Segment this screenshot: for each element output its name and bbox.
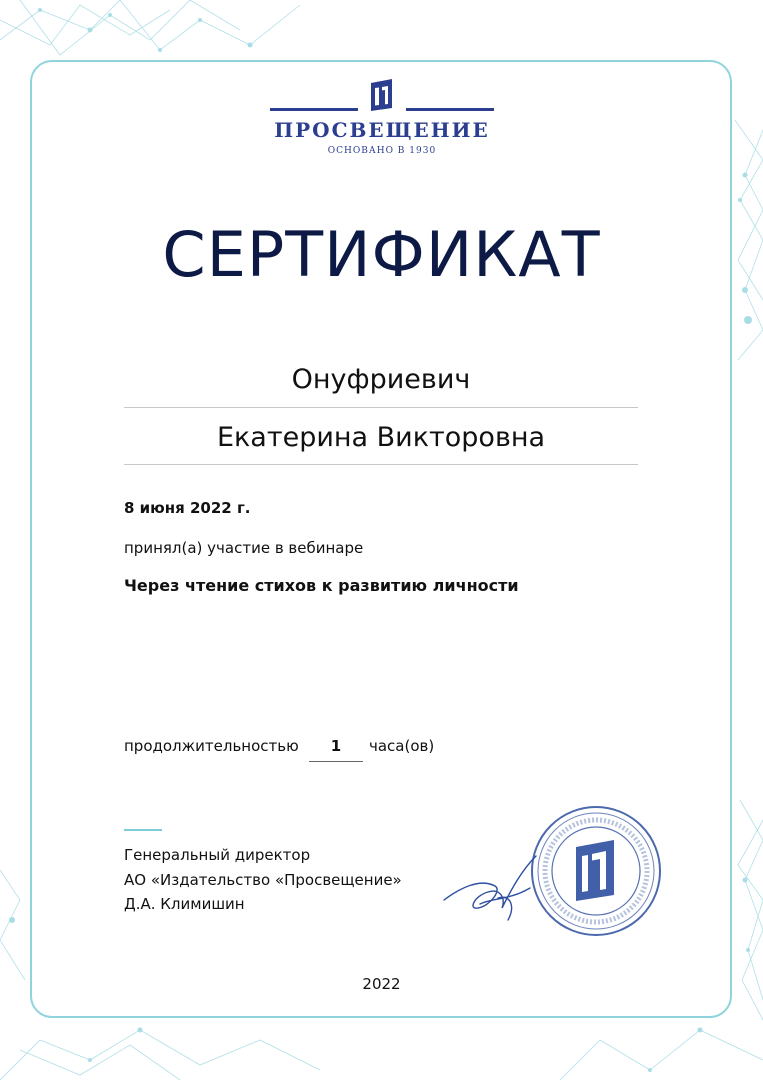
signatory-position: Генеральный директор [124,846,311,864]
duration-underline [309,761,363,762]
certificate-year: 2022 [362,975,401,993]
certificate-title: СЕРТИФИКАТ [162,218,601,291]
recipient-surname: Онуфриевич [291,364,471,395]
prosveshchenie-logo [270,78,494,162]
event-date: 8 июня 2022 г. [124,499,251,517]
signatory-name: Д.А. Климишин [124,895,245,913]
logo-name: ПРОСВЕЩЕНИЕ [274,118,490,142]
logo-rule-right [406,108,494,111]
logo-rule-left [270,108,358,111]
duration-unit: часа(ов) [369,737,435,755]
duration-label: продолжительностью [124,737,299,755]
duration-value: 1 [330,737,342,755]
webinar-title: Через чтение стихов к развитию личности [124,576,519,595]
signatory-accent-bar [124,829,162,831]
logo-mark-icon [368,78,395,112]
company-seal-stamp [528,803,664,939]
participation-text: принял(а) участие в вебинаре [124,539,364,557]
signatory-organization: АО «Издательство «Просвещение» [124,871,402,889]
name-underline-1 [124,407,638,408]
logo-subtitle: ОСНОВАНО В 1930 [327,146,437,156]
name-underline-2 [124,464,638,465]
recipient-given-names: Екатерина Викторовна [216,422,546,453]
